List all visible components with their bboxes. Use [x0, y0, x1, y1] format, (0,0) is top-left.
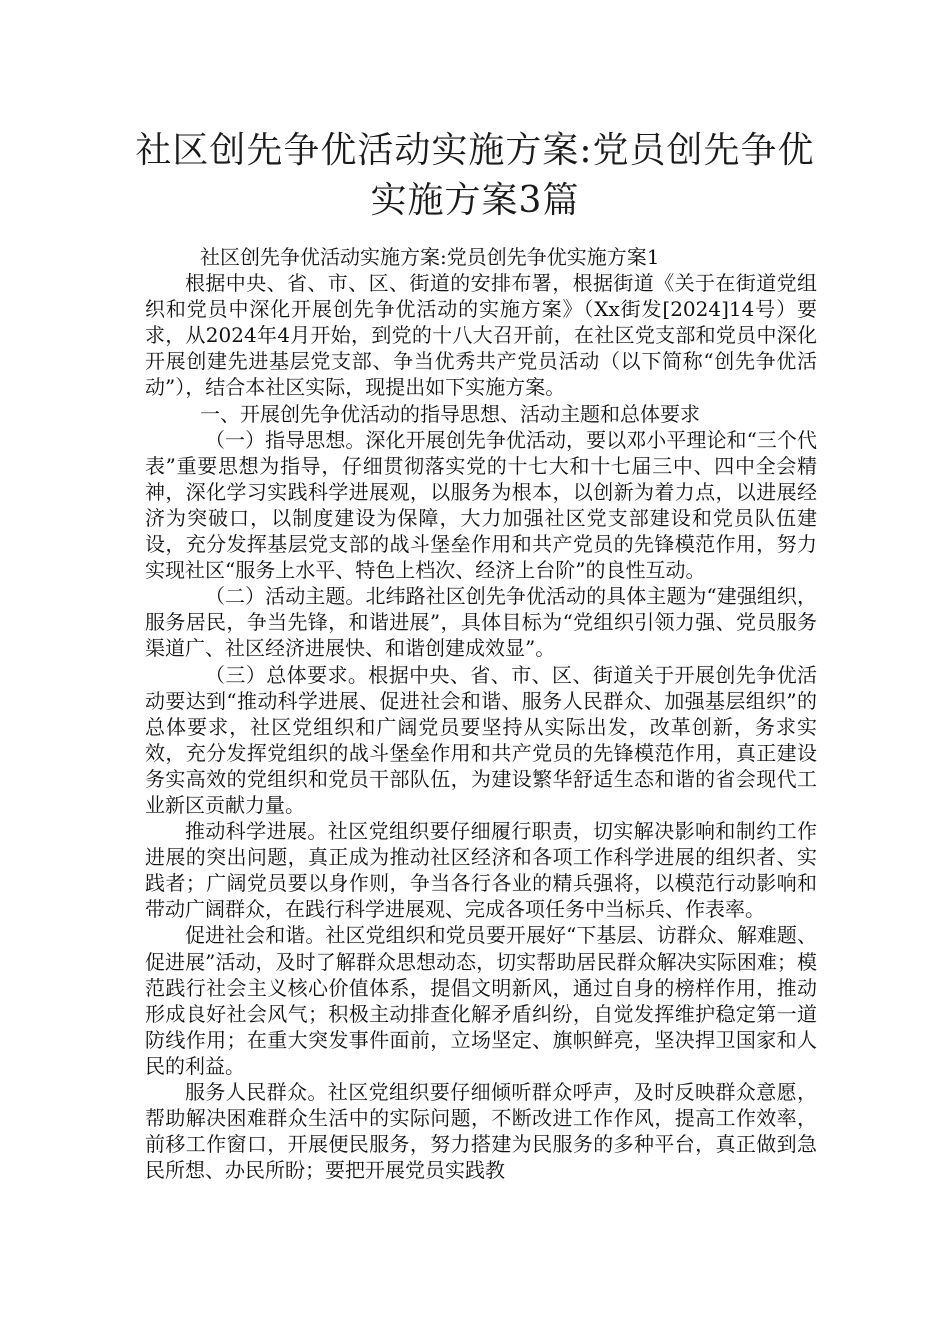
document-body: [145, 244, 817, 1183]
paragraph-serve-people: 服务人民群众。社区党组织要仔细倾听群众呼声，及时反映群众意愿，帮助解决困难群众生活中的实际问题，不断改进工作作风，提高工作效率，前移工作窗口，开展便民服务，努力搭建为民服务的多种平台，真正做到急民所想、办民所盼；要把开展党员实践教: [145, 1080, 817, 1183]
paragraph-guiding-thought: （一）指导思想。深化开展创先争优活动，要以邓小平理论和“三个代表”重要思想为指导，仔细贯彻落实党的十七大和十七届三中、四中全会精神，深化学习实践科学进展观，以服务为根本，以创新为着力点，以进展经济为突破口，以制度建设为保障，大力加强社区党支部建设和党员队伍建设，充分发挥基层党支部的战斗堡垒作用和共产党员的先锋模范作用，努力实现社区“服务上水平、特色上档次、经济上台阶”的良性互动。: [145, 427, 817, 583]
document-title: [100, 126, 850, 226]
paragraph-general-requirements: （三）总体要求。根据中央、省、市、区、街道关于开展创先争优活动要达到“推动科学进展、促进社会和谐、服务人民群众、加强基层组织”的总体要求，社区党组织和广阔党员要坚持从实际出发，改革创新，务求实效，充分发挥党组织的战斗堡垒作用和共产党员的先锋模范作用，真正建设务实高效的党组织和党员干部队伍，为建设繁华舒适生态和谐的省会现代工业新区贡献力量。: [145, 662, 817, 817]
paragraph-promote-harmony: 促进社会和谐。社区党组织和党员要开展好“下基层、访群众、解难题、促进展”活动，及时了解群众思想动态，切实帮助居民群众解决实际困难；模范践行社会主义核心价值体系，提倡文明新风，通过自身的榜样作用，推动形成良好社会风气；积极主动排查化解矛盾纠纷，自觉发挥维护稳定第一道防线作用；在重大突发事件面前，立场坚定、旗帜鲜亮，坚决捍卫国家和人民的利益。: [145, 923, 817, 1078]
title-line-1: 社区创先争优活动实施方案:党员创先争优: [135, 130, 815, 171]
paragraph-activity-theme: （二）活动主题。北纬路社区创先争优活动的具体主题为“建强组织，服务居民，争当先锋，和谐进展”，具体目标为“党组织引领力强、党员服务渠道广、社区经济进展快、和谐创建成效显”。: [145, 584, 817, 661]
paragraph-intro: 根据中央、省、市、区、街道的安排布署，根据街道《关于在街道党组织和党员中深化开展创先争优活动的实施方案》（Xx街发[2024]14号）要求，从2024年4月开始，到党的十八大召开前，在社区党支部和党员中深化开展创建先进基层党支部、争当优秀共产党员活动（以下简称“创先争优活动”），结合本社区实际，现提出如下实施方案。: [145, 271, 817, 400]
document-subtitle: 社区创先争优活动实施方案:党员创先争优实施方案1: [200, 245, 660, 269]
section-heading: 一、开展创先争优活动的指导思想、活动主题和总体要求: [200, 401, 700, 426]
paragraph-promote-development: 推动科学进展。社区党组织要仔细履行职责，切实解决影响和制约工作进展的突出问题，真正成为推动社区经济和各项工作科学进展的组织者、实践者；广阔党员要以身作则，争当各行各业的精兵强将，以模范行动影响和带动广阔群众，在践行科学进展观、完成各项任务中当标兵、作表率。: [145, 819, 817, 922]
title-line-2: 实施方案3篇: [370, 180, 580, 221]
